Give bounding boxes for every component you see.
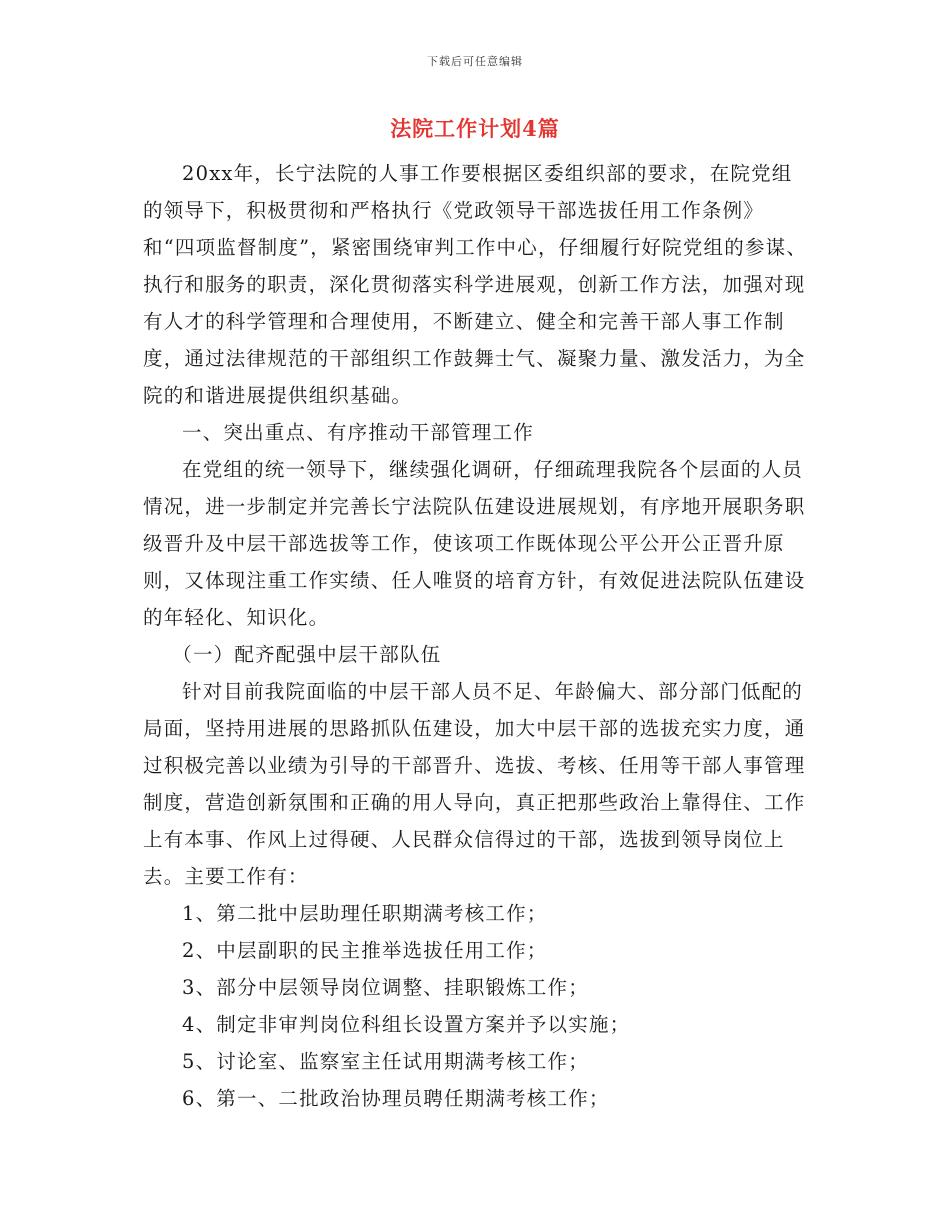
document-body [143, 155, 808, 1117]
list-item: 4、制定非审判岗位科组长设置方案并予以实施； [182, 1013, 631, 1036]
intro-paragraph: 20xx年，长宁法院的人事工作要根据区委组织部的要求，在院党组的领导下，积极贯彻和严格执行《党政领导干部选拔任用工作条例》和“四项监督制度”，紧密围绕审判工作中心，仔细履行好院党组的参谋、执行和服务的职责，深化贯彻落实科学进展观，创新工作方法，加强对现有人才的科学管理和合理使用，不断建立、健全和完善干部人事工作制度，通过法律规范的干部组织工作鼓舞士气、凝聚力量、激发活力，为全院的和谐进展提供组织基础。 [143, 162, 808, 407]
section-heading: 一、突出重点、有序推动干部管理工作 [182, 421, 534, 444]
list-item: 6、第一、二批政治协理员聘任期满考核工作； [182, 1087, 610, 1110]
subsection-paragraph: 针对目前我院面临的中层干部人员不足、年龄偏大、部分部门低配的局面，坚持用进展的思路抓队伍建设，加大中层干部的选拔充实力度，通过积极完善以业绩为引导的干部晋升、选拔、考核、任用等干部人事管理制度，营造创新氛围和正确的用人导向，真正把那些政治上靠得住、工作上有本事、作风上过得硬、人民群众信得过的干部，选拔到领导岗位上去。主要工作有： [143, 680, 806, 888]
list-item: 1、第二批中层助理任职期满考核工作； [182, 902, 548, 925]
list-item: 5、讨论室、监察室主任试用期满考核工作； [182, 1050, 589, 1073]
document-title: 法院工作计划4篇 [390, 116, 560, 141]
subsection-heading: （一）配齐配强中层干部队伍 [172, 643, 442, 666]
task-list [143, 895, 808, 1117]
section-paragraph: 在党组的统一领导下，继续强化调研，仔细疏理我院各个层面的人员情况，进一步制定并完善长宁法院队伍建设进展规划，有序地开展职务职级晋升及中层干部选拔等工作，使该项工作既体现公平公开公正晋升原则，又体现注重工作实绩、任人唯贤的培育方针，有效促进法院队伍建设的年轻化、知识化。 [143, 458, 806, 629]
list-item: 3、部分中层领导岗位调整、挂职锻炼工作； [182, 976, 589, 999]
header-note: 下载后可任意编辑 [427, 55, 523, 68]
list-item: 2、中层副职的民主推举选拔任用工作； [182, 939, 548, 962]
